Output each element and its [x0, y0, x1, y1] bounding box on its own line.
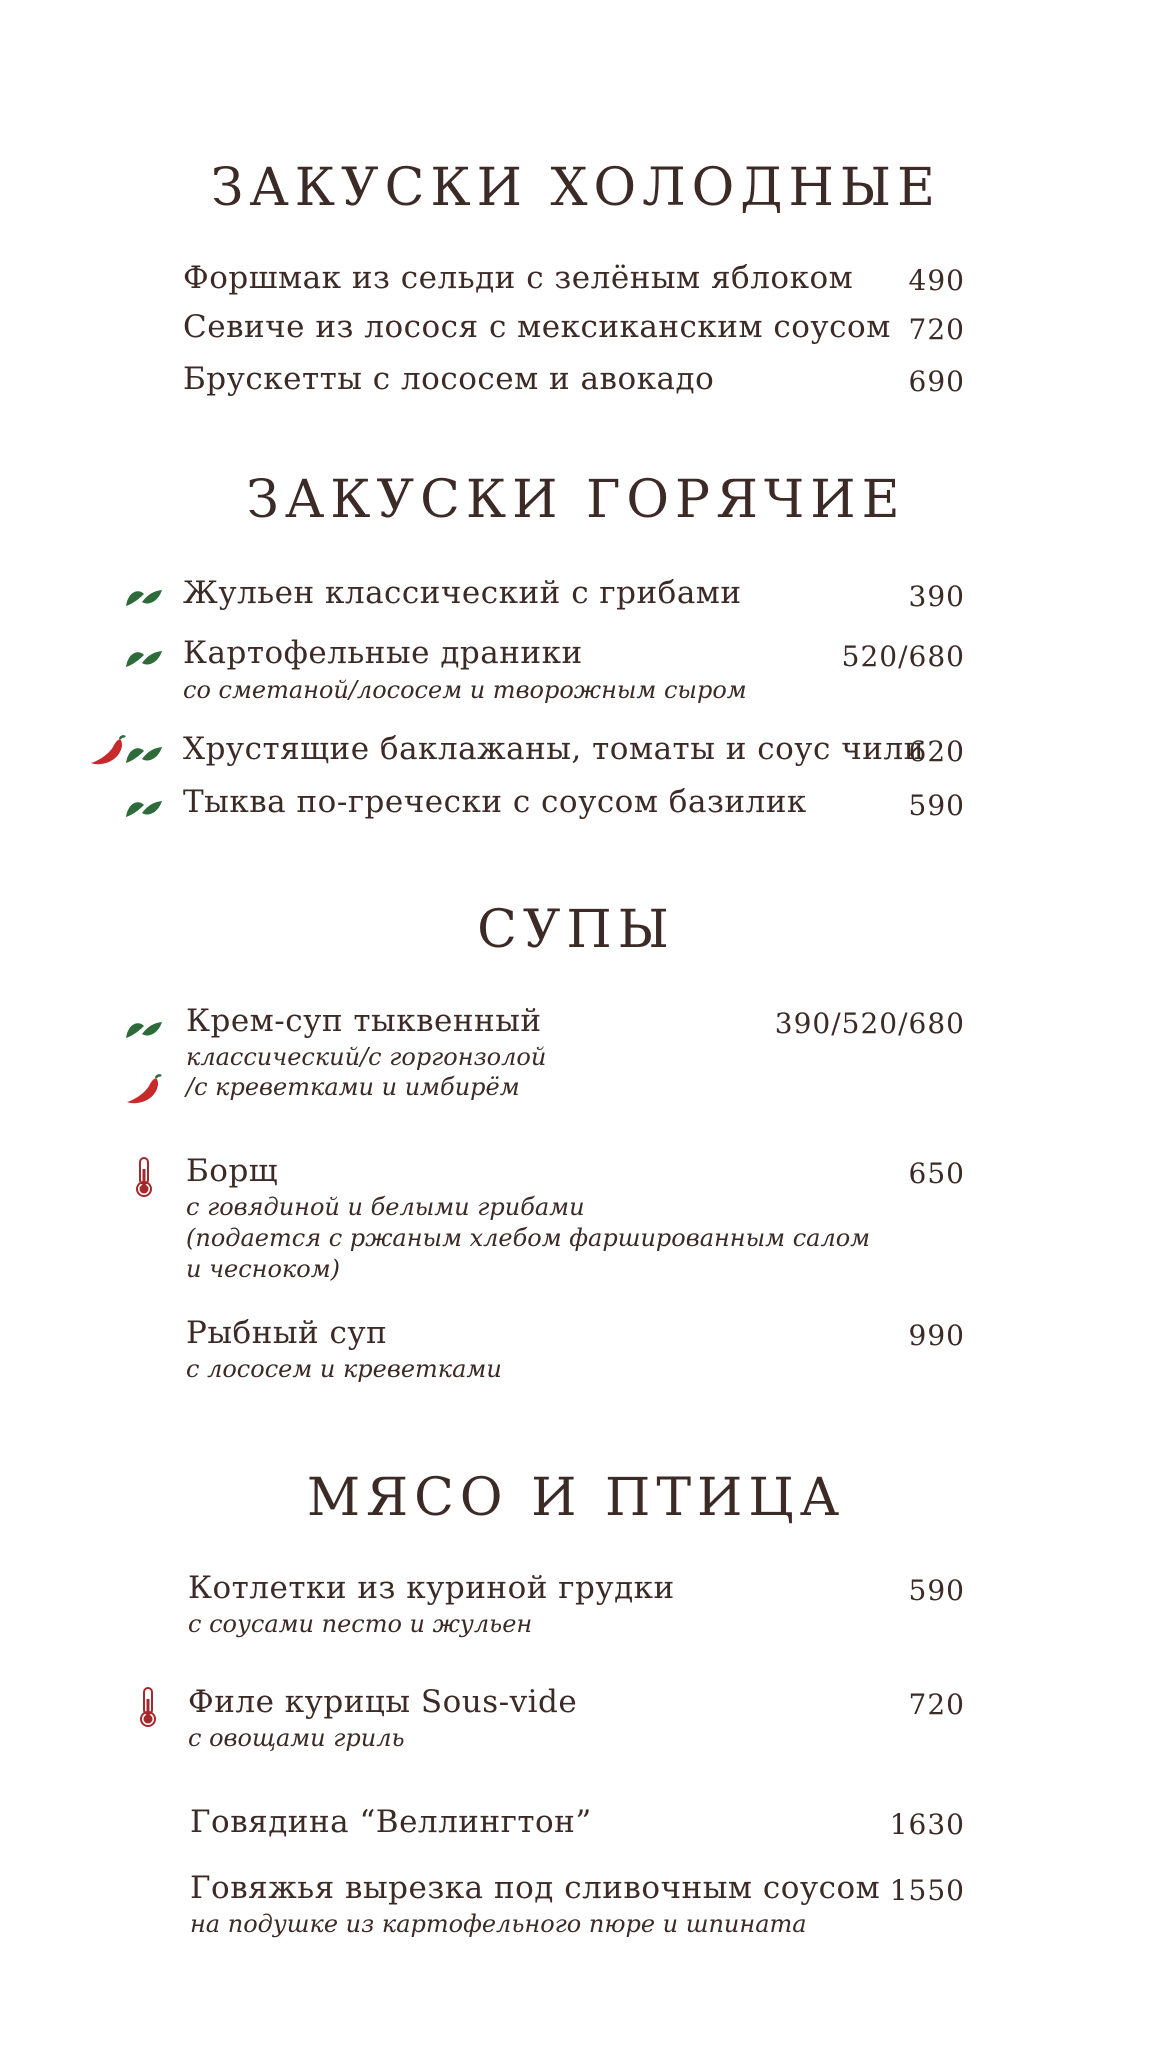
menu-item-description: со сметаной/лососем и творожным сыром: [183, 676, 747, 704]
menu-item-description: и чесноком): [186, 1255, 340, 1283]
section-title-cold-appetizers: ЗАКУСКИ ХОЛОДНЫЕ: [211, 158, 941, 218]
menu-item-description: с лососем и креветками: [186, 1355, 502, 1383]
menu-item-name: Хрустящие баклажаны, томаты и соус чили: [183, 731, 925, 767]
menu-item-description: с говядиной и белыми грибами: [186, 1193, 585, 1221]
menu-item-name: Тыква по-гречески с соусом базилик: [183, 784, 807, 820]
menu-item-price: 690: [908, 365, 965, 398]
menu-item-name: Рыбный суп: [186, 1315, 388, 1351]
menu-item-price: 620: [908, 735, 965, 768]
menu-item-price: 490: [908, 264, 965, 297]
section-title-meat-poultry: МЯСО И ПТИЦА: [306, 1468, 846, 1528]
menu-item-price: 720: [908, 1688, 965, 1721]
menu-item-price: 990: [908, 1319, 965, 1352]
menu-item-description: на подушке из картофельного пюре и шпината: [190, 1910, 807, 1938]
menu-item-name: Филе курицы Sous-vide: [188, 1684, 578, 1720]
section-title-soups: СУПЫ: [477, 900, 675, 960]
menu-item-name: Крем-суп тыквенный: [186, 1003, 542, 1039]
menu-item-name: Брускетты с лососем и авокадо: [183, 361, 715, 397]
section-title-hot-appetizers: ЗАКУСКИ ГОРЯЧИЕ: [246, 470, 906, 530]
menu-item-price: 520/680: [841, 640, 965, 673]
thermometer-icon: [136, 1685, 160, 1729]
menu-item-description: (подается с ржаным хлебом фаршированным салом: [186, 1224, 871, 1252]
leaf-icon: [124, 791, 164, 825]
leaf-icon: [124, 1012, 164, 1046]
menu-item-name: Жульен классический с грибами: [183, 575, 742, 611]
chili-pepper-icon: [88, 735, 128, 769]
menu-item-name: Борщ: [186, 1153, 279, 1189]
menu-item-price: 590: [908, 789, 965, 822]
menu-item-name: Форшмак из сельди с зелёным яблоком: [183, 260, 854, 296]
menu-item-description: с соусами песто и жульен: [188, 1610, 533, 1638]
menu-item-name: Картофельные драники: [183, 635, 583, 671]
leaf-icon: [124, 737, 164, 771]
menu-item-name: Котлетки из куриной грудки: [188, 1570, 675, 1606]
leaf-icon: [124, 641, 164, 675]
menu-item-description: классический/с горгонзолой: [186, 1043, 547, 1071]
chili-pepper-icon: [124, 1074, 164, 1108]
menu-item-price: 650: [908, 1157, 965, 1190]
menu-item-name: Севиче из лосося с мексиканским соусом: [183, 309, 891, 345]
menu-item-name: Говяжья вырезка под сливочным соусом: [190, 1870, 881, 1906]
menu-item-name: Говядина “Веллингтон”: [190, 1804, 592, 1840]
leaf-icon: [124, 580, 164, 614]
menu-item-price: 390: [908, 580, 965, 613]
thermometer-icon: [132, 1155, 156, 1199]
menu-item-description: /с креветками и имбирём: [186, 1073, 520, 1101]
menu-item-price: 590: [908, 1574, 965, 1607]
menu-item-price: 1630: [889, 1808, 965, 1841]
menu-item-description: с овощами гриль: [188, 1724, 405, 1752]
menu-item-price: 1550: [889, 1874, 965, 1907]
menu-item-price: 720: [908, 313, 965, 346]
menu-item-price: 390/520/680: [774, 1007, 965, 1040]
